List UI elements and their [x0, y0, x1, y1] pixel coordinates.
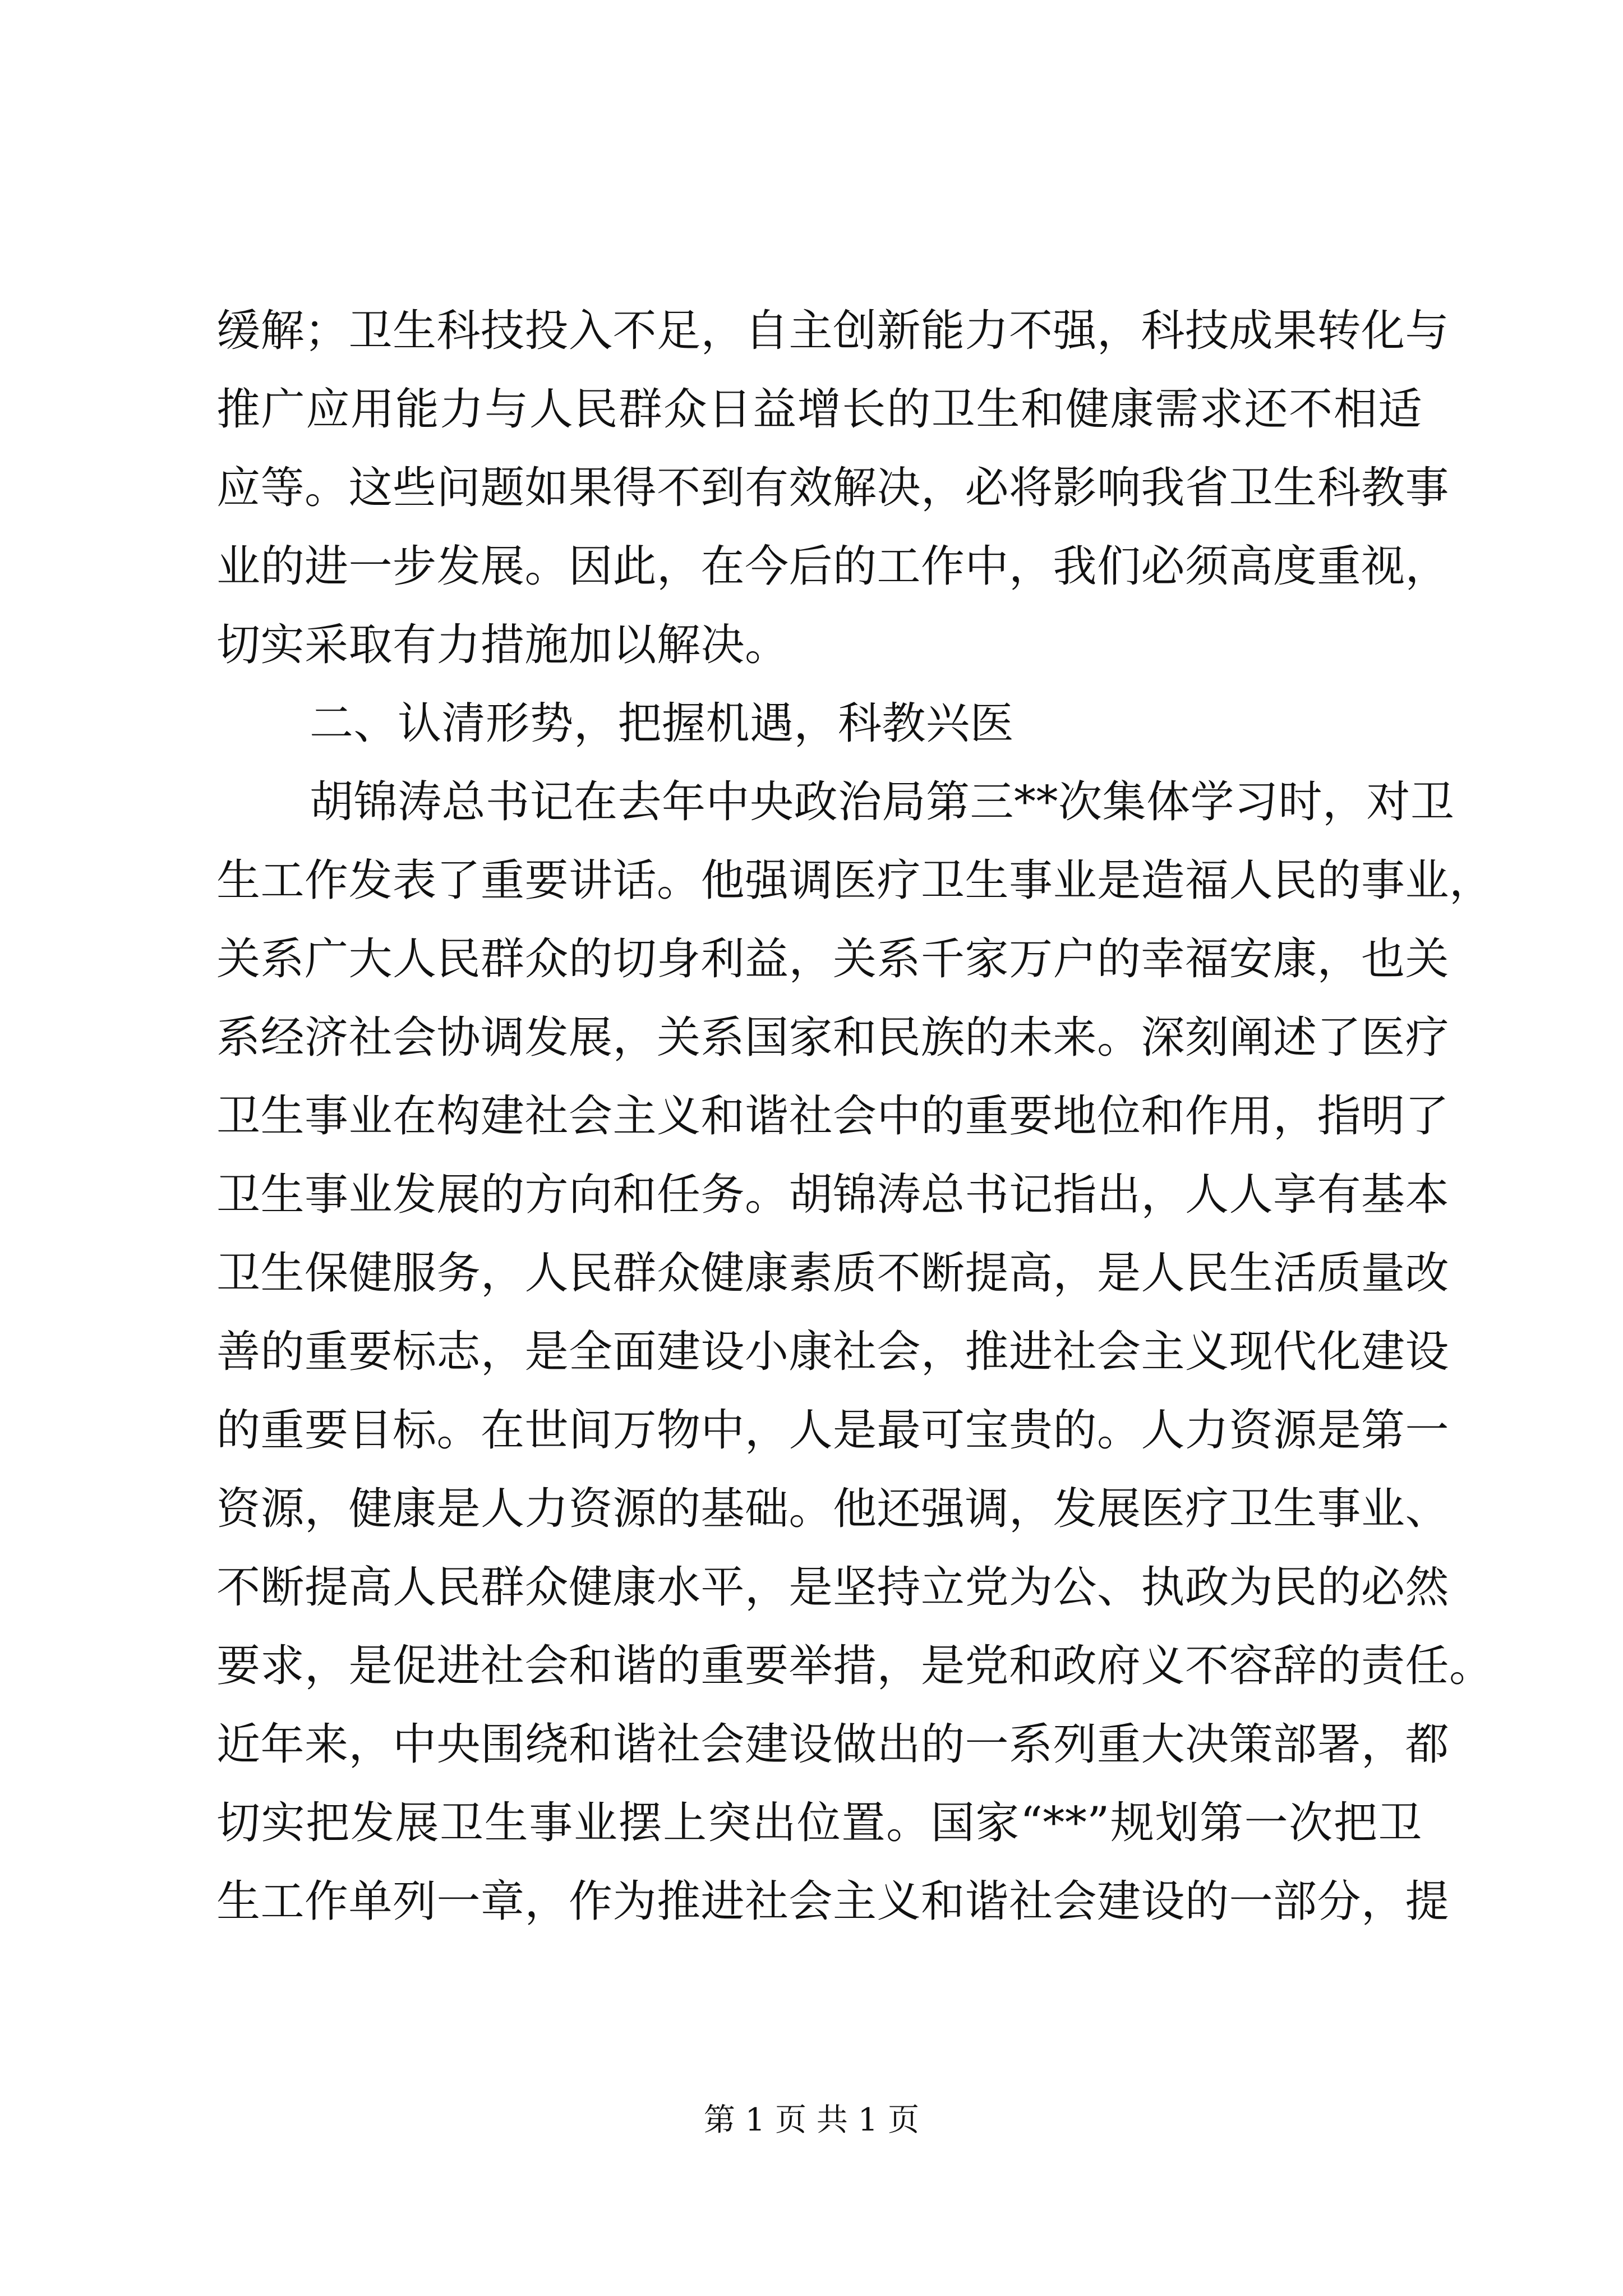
paragraph-line: 推广应用能力与人民群众日益增长的卫生和健康需求还不相适: [216, 384, 1422, 435]
paragraph-line: 资源，健康是人力资源的基础。他还强调，发展医疗卫生事业、: [216, 1484, 1450, 1534]
paragraph-line: 卫生事业在构建社会主义和谐社会中的重要地位和作用，指明了: [216, 1091, 1450, 1142]
paragraph-line: 关系广大人民群众的切身利益，关系千家万户的幸福安康，也关: [216, 934, 1450, 984]
paragraph-line: 生工作单列一章，作为推进社会主义和谐社会建设的一部分，提: [216, 1876, 1450, 1927]
paragraph-line: 善的重要标志，是全面建设小康社会，推进社会主义现代化建设: [216, 1327, 1450, 1377]
paragraph-line: 生工作发表了重要讲话。他强调医疗卫生事业是造福人民的事业，: [216, 855, 1493, 906]
paragraph-line: 切实采取有力措施加以解决。: [216, 620, 789, 670]
paragraph-line: 应等。这些问题如果得不到有效解决，必将影响我省卫生科教事: [216, 463, 1450, 513]
paragraph-line: 缓解；卫生科技投入不足，自主创新能力不强，科技成果转化与: [216, 306, 1450, 356]
paragraph-line: 不断提高人民群众健康水平，是坚持立党为公、执政为民的必然: [216, 1562, 1450, 1613]
paragraph-line: 卫生事业发展的方向和任务。胡锦涛总书记指出，人人享有基本: [216, 1170, 1450, 1220]
paragraph-line: 要求，是促进社会和谐的重要举措，是党和政府义不容辞的责任。: [216, 1641, 1493, 1691]
paragraph-line: 切实把发展卫生事业摆上突出位置。国家“**”规划第一次把卫: [216, 1798, 1422, 1848]
paragraph-line: 系经济社会协调发展，关系国家和民族的未来。深刻阐述了医疗: [216, 1013, 1450, 1063]
paragraph-line: 卫生保健服务，人民群众健康素质不断提高，是人民生活质量改: [216, 1248, 1450, 1299]
paragraph-line: 的重要目标。在世间万物中，人是最可宝贵的。人力资源是第一: [216, 1405, 1450, 1456]
paragraph-line: 业的进一步发展。因此，在今后的工作中，我们必须高度重视，: [216, 541, 1450, 592]
page-footer: 第 1 页 共 1 页: [703, 2102, 920, 2138]
paragraph-line: 近年来，中央围绕和谐社会建设做出的一系列重大决策部署，都: [216, 1719, 1450, 1770]
document-body: [216, 292, 1493, 1941]
section-heading: 二、认清形势，把握机遇，科教兴医: [310, 698, 1015, 749]
paragraph-line: 胡锦涛总书记在去年中央政治局第三**次集体学习时，对卫: [310, 777, 1455, 827]
